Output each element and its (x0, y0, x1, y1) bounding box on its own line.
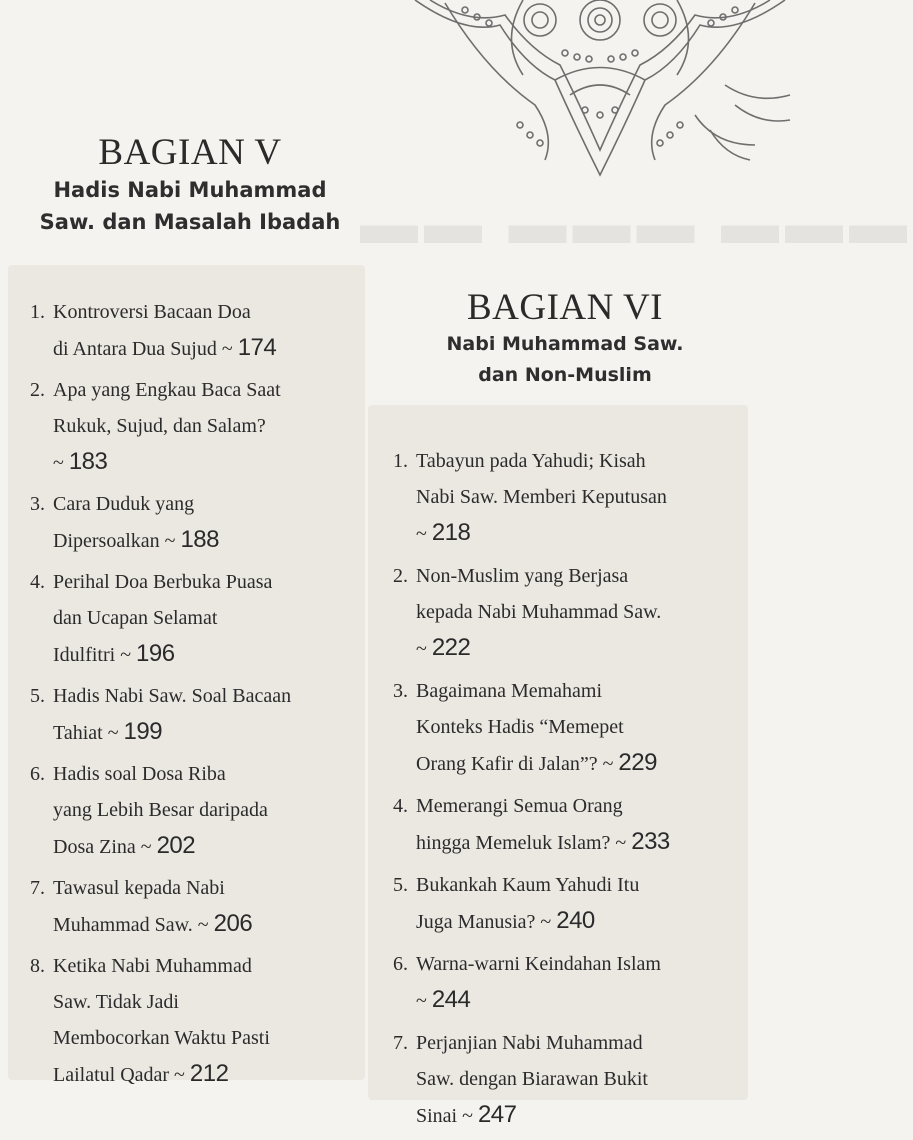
entry-title-line (53, 522, 360, 559)
entry-number: 7. (393, 1032, 408, 1054)
toc-entry (30, 678, 360, 751)
page-number: 240 (556, 907, 595, 934)
entry-title-text: dan Ucapan Selamat (53, 607, 218, 629)
page-number: 229 (618, 749, 657, 776)
toc-entry (30, 294, 360, 367)
entry-title-text: Sinai ~ (416, 1105, 478, 1127)
entry-title-text: Nabi Saw. Memberi Keputusan (416, 486, 667, 508)
toc-entry (393, 788, 753, 861)
entry-title-text: Bagaimana Memahami (416, 680, 603, 702)
toc-entry (393, 1025, 753, 1134)
entry-title-text: Perjanjian Nabi Muhammad (416, 1032, 643, 1054)
entry-title-text: kepada Nabi Muhammad Saw. (416, 601, 662, 623)
page-number: 244 (431, 986, 471, 1013)
entry-title-text: Bukankah Kaum Yahudi Itu (416, 874, 640, 896)
entry-title-line (53, 372, 360, 408)
entry-title-text: Warna-warni Keindahan Islam (416, 953, 661, 975)
entry-title-text: Non-Muslim yang Berjasa (416, 565, 629, 587)
page-number: 206 (213, 910, 253, 937)
entry-title-line (53, 678, 360, 714)
entry-title-line (416, 558, 753, 594)
entry-title-text: Dosa Zina ~ (53, 836, 157, 858)
entry-number: 1. (393, 450, 408, 472)
page-number: 247 (477, 1101, 517, 1128)
toc-entry (30, 870, 360, 943)
entry-number: 7. (30, 877, 45, 899)
entry-number: 3. (393, 680, 408, 702)
toc-entry (30, 486, 360, 559)
entry-title-line (416, 1061, 753, 1097)
mandala-ornament-icon (405, 0, 795, 185)
entry-title-text: Konteks Hadis “Memepet (416, 716, 624, 738)
entry-title-text: Rukuk, Sujud, dan Salam? (53, 415, 266, 437)
entry-title-line (53, 444, 360, 481)
entry-number: 8. (30, 955, 45, 977)
page-number: 212 (189, 1060, 229, 1087)
entry-title-line (416, 673, 753, 709)
page-number: 188 (180, 526, 219, 553)
show-through-text: ▬▬ ▬▬▬ ▬▬▬ (360, 191, 913, 256)
entry-title-text: Tabayun pada Yahudi; Kisah (416, 450, 646, 472)
toc-entry (393, 867, 753, 940)
entry-title-text: Dipersoalkan ~ (53, 530, 181, 552)
entry-title-text: yang Lebih Besar daripada (53, 799, 268, 821)
entry-title-line (416, 594, 753, 630)
part-v-heading (30, 133, 350, 239)
entry-title-text: Juga Manusia? ~ (416, 911, 557, 933)
entry-title-text: ~ (416, 523, 432, 545)
page-number: 222 (431, 634, 471, 661)
page-number: 196 (136, 640, 175, 667)
page-number: 202 (156, 832, 196, 859)
entry-title-text: Tawasul kepada Nabi (53, 877, 225, 899)
part-v-contents-list (30, 294, 360, 1098)
entry-title-text: hingga Memeluk Islam? ~ (416, 832, 632, 854)
toc-entry (30, 564, 360, 673)
entry-title-text: ~ (53, 452, 69, 474)
entry-number: 5. (393, 874, 408, 896)
entry-title-line (416, 630, 753, 667)
entry-number: 3. (30, 493, 45, 515)
entry-title-line (53, 906, 360, 943)
entry-title-line (53, 408, 360, 444)
entry-title-line (416, 824, 753, 861)
page-number: 183 (68, 448, 108, 475)
entry-title-text: Idulfitri ~ (53, 644, 137, 666)
entry-title-text: Saw. dengan Biarawan Bukit (416, 1068, 648, 1090)
entry-title-line (53, 714, 360, 751)
entry-title-text: Kontroversi Bacaan Doa (53, 301, 251, 323)
entry-title-text: Saw. Tidak Jadi (53, 991, 179, 1013)
toc-entry (393, 558, 753, 667)
part-subtitle-line: Hadis Nabi Muhammad (53, 177, 327, 202)
toc-entry (30, 948, 360, 1093)
toc-entry (30, 372, 360, 481)
entry-title-line (53, 330, 360, 367)
entry-title-text: di Antara Dua Sujud ~ (53, 338, 238, 360)
part-title: BAGIAN V (98, 132, 282, 173)
entry-title-line (53, 984, 360, 1020)
entry-title-text: Muhammad Saw. ~ (53, 914, 214, 936)
entry-title-text: ~ (416, 990, 432, 1012)
entry-title-line (416, 867, 753, 903)
entry-title-text: Lailatul Qadar ~ (53, 1064, 190, 1086)
entry-number: 6. (30, 763, 45, 785)
entry-title-line (416, 903, 753, 940)
entry-title-line (53, 564, 360, 600)
entry-title-line (53, 486, 360, 522)
entry-title-line (416, 788, 753, 824)
entry-title-line (53, 948, 360, 984)
entry-title-line (416, 709, 753, 745)
page-number: 174 (237, 334, 277, 361)
entry-number: 5. (30, 685, 45, 707)
part-vi-heading (420, 288, 710, 391)
entry-number: 1. (30, 301, 45, 323)
entry-title-line (53, 1020, 360, 1056)
page-number: 233 (631, 828, 670, 855)
entry-title-line (53, 792, 360, 828)
entry-title-text: Hadis Nabi Saw. Soal Bacaan (53, 685, 292, 707)
entry-title-text: Cara Duduk yang (53, 493, 195, 515)
entry-title-text: ~ (416, 638, 432, 660)
entry-title-line (416, 1097, 753, 1134)
toc-entry (393, 946, 753, 1019)
entry-number: 4. (393, 795, 408, 817)
entry-title-line (53, 828, 360, 865)
entry-title-line (53, 1056, 360, 1093)
entry-number: 4. (30, 571, 45, 593)
page-number: 199 (123, 718, 163, 745)
part-subtitle-line: Saw. dan Masalah Ibadah (39, 210, 341, 235)
entry-title-line (53, 294, 360, 330)
entry-title-text: Ketika Nabi Muhammad (53, 955, 252, 977)
entry-title-line (416, 443, 753, 479)
toc-entry (30, 756, 360, 865)
entry-title-line (53, 600, 360, 636)
entry-title-line (416, 982, 753, 1019)
entry-title-text: Hadis soal Dosa Riba (53, 763, 226, 785)
part-subtitle (420, 329, 710, 392)
part-title: BAGIAN VI (466, 287, 663, 328)
entry-title-line (416, 745, 753, 782)
entry-title-line (416, 1025, 753, 1061)
entry-title-text: Orang Kafir di Jalan”? ~ (416, 753, 619, 775)
entry-title-line (416, 479, 753, 515)
entry-title-line (53, 756, 360, 792)
entry-title-text: Perihal Doa Berbuka Puasa (53, 571, 273, 593)
part-subtitle-line: Nabi Muhammad Saw. (446, 332, 684, 355)
entry-title-line (416, 515, 753, 552)
entry-title-line (53, 870, 360, 906)
entry-title-text: Membocorkan Waktu Pasti (53, 1027, 270, 1049)
entry-title-line (53, 636, 360, 673)
entry-title-text: Tahiat ~ (53, 722, 124, 744)
page-number: 218 (431, 519, 471, 546)
part-subtitle (30, 174, 350, 239)
entry-number: 6. (393, 953, 408, 975)
part-vi-contents-list (393, 443, 753, 1140)
entry-number: 2. (393, 565, 408, 587)
part-subtitle-line: dan Non-Muslim (478, 364, 652, 387)
entry-number: 2. (30, 379, 45, 401)
entry-title-text: Memerangi Semua Orang (416, 795, 623, 817)
entry-title-line (416, 946, 753, 982)
entry-title-text: Apa yang Engkau Baca Saat (53, 379, 281, 401)
toc-entry (393, 443, 753, 552)
toc-entry (393, 673, 753, 782)
